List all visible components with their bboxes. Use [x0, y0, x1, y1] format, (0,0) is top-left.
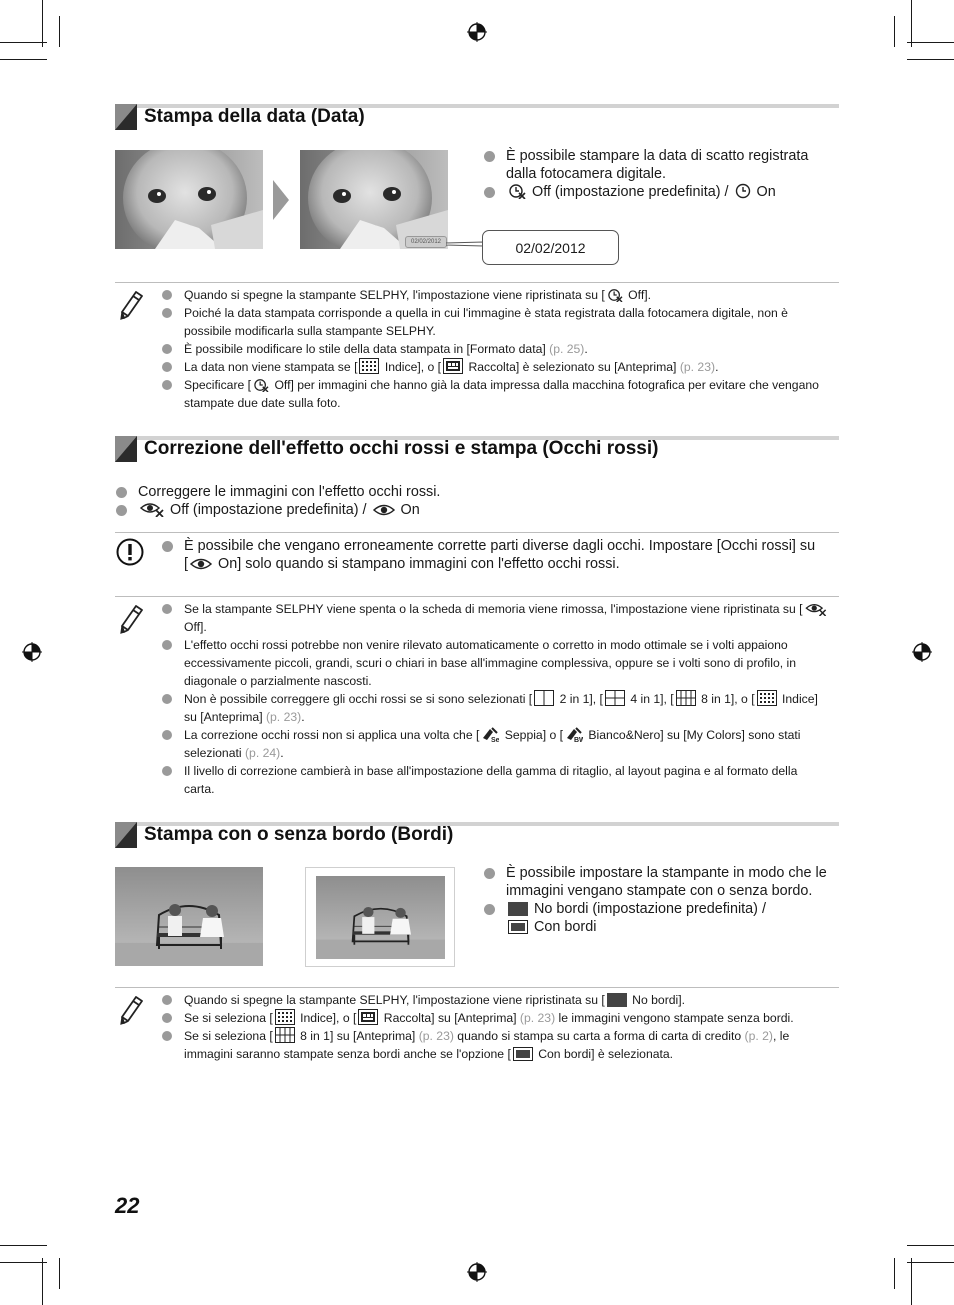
registration-mark-icon [912, 642, 932, 662]
layout-4in1-icon [605, 690, 625, 706]
list-item: Off (impostazione predefinita) / On [116, 501, 816, 519]
section-header-data [115, 104, 839, 130]
redeye-off-icon [140, 501, 164, 517]
crop-mark [907, 42, 954, 43]
list-item: La correzione occhi rossi non si applica una volta che [ Seppia] o [ Bianco&Nero] su [My Colors] sono stati selezionati (p. 24). [162, 726, 830, 762]
page-reference-link[interactable]: (p. 23) [265, 710, 302, 724]
crop-mark [0, 1262, 47, 1263]
redeye-on-icon [190, 557, 212, 571]
section-tab-icon [115, 822, 137, 848]
list-item: Se si seleziona [ 8 in 1] su [Anteprima] (p. 23) quando si stampa su carta a forma di carta di credito (p. 2), le immagini saranno stampate senza bordi anche se l'opzione [ Con bordi] è selezionata. [162, 1027, 830, 1063]
layout-2in1-icon [534, 690, 554, 706]
list-item: La data non viene stampata se [ Indice], o [ Raccolta] è selezionato su [Anteprima] (p. 23). [162, 358, 830, 376]
list-item: Correggere le immagini con l'effetto occhi rossi. [116, 483, 816, 501]
page-reference-link[interactable]: (p. 24) [244, 746, 281, 760]
redeye-on-icon [373, 503, 395, 517]
raccolta-icon [358, 1009, 378, 1025]
data-bullets [484, 147, 829, 201]
sepia-icon [481, 726, 499, 742]
index-icon [359, 358, 379, 374]
no-border-icon [607, 993, 627, 1007]
date-off-icon [253, 378, 269, 392]
with-border-icon [508, 920, 528, 934]
registration-mark-icon [467, 1262, 487, 1282]
baby-photo-after [300, 150, 448, 249]
crop-mark [42, 0, 43, 47]
divider [115, 282, 839, 283]
list-item: L'effetto occhi rossi potrebbe non venire rilevato automaticamente o corretto in modo ottimale se i volti appaiono eccessivamente piccoli, grandi, scuri o chiari in base all'immagine complessiva, oppure se i volti sono di profilo, in diagonale o parzialmente nascosti. [162, 636, 830, 690]
section-header-borders [115, 822, 839, 848]
callout-pointer [446, 240, 486, 250]
redeye-off-icon [805, 602, 827, 616]
registration-mark-icon [22, 642, 42, 662]
arrow-right-icon [273, 180, 289, 220]
date-stamp: 02/02/2012 [405, 236, 447, 248]
crop-mark [42, 1258, 43, 1305]
pencil-note-icon [118, 288, 144, 322]
crop-mark [907, 1262, 954, 1263]
list-item: Se si seleziona [ Indice], o [ Raccolta] su [Anteprima] (p. 23) le immagini vengono stampate senza bordi. [162, 1009, 830, 1027]
list-item: È possibile stampare la data di scatto registrata dalla fotocamera digitale. [484, 147, 829, 183]
divider [115, 532, 839, 533]
crop-mark [59, 16, 60, 47]
list-item: Quando si spegne la stampante SELPHY, l'impostazione viene ripristinata su [ No bordi]. [162, 991, 830, 1009]
redeye-caution [162, 537, 822, 573]
section-tab-icon [115, 104, 137, 130]
layout-8in1-icon [275, 1027, 295, 1043]
list-item: Non è possibile correggere gli occhi rossi se si sono selezionati [ 2 in 1], [ 4 in 1], [ 8 in 1], o [ Indice] su [Anteprima] (p. 23). [162, 690, 830, 726]
list-item: È possibile modificare lo stile della data stampata in [Formato data] (p. 25). [162, 340, 830, 358]
raccolta-icon [443, 358, 463, 374]
crop-mark [0, 1245, 47, 1246]
list-item: Quando si spegne la stampante SELPHY, l'impostazione viene ripristinata su [ Off]. [162, 286, 830, 304]
list-item: Poiché la data stampata corrisponde a quella in cui l'immagine è stata registrata dalla fotocamera digitale, non è possibile modificarla sulla stampante SELPHY. [162, 304, 830, 340]
section-title: Stampa della data (Data) [144, 106, 365, 127]
redeye-notes [162, 600, 830, 798]
page-reference-link[interactable]: (p. 23) [418, 1029, 454, 1043]
borders-notes [162, 991, 830, 1063]
pencil-note-icon [118, 993, 144, 1027]
no-border-icon [508, 902, 528, 916]
crop-mark [0, 59, 47, 60]
children-photo-bordered [305, 867, 455, 967]
layout-8in1-icon [676, 690, 696, 706]
index-icon [275, 1009, 295, 1025]
divider [115, 987, 839, 988]
crop-mark [907, 1245, 954, 1246]
crop-mark [894, 16, 895, 47]
page-reference-link[interactable]: (p. 2) [744, 1029, 773, 1043]
divider [115, 596, 839, 597]
date-on-icon [735, 183, 751, 199]
borders-bullets [484, 864, 829, 936]
redeye-bullets [116, 483, 816, 519]
black-white-icon [565, 726, 583, 742]
pencil-note-icon [118, 602, 144, 636]
crop-mark [0, 42, 47, 43]
list-item: Se la stampante SELPHY viene spenta o la scheda di memoria viene rimossa, l'impostazione viene ripristinata su [ Off]. [162, 600, 830, 636]
crop-mark [894, 1258, 895, 1289]
data-notes [162, 286, 830, 412]
date-off-icon [607, 288, 623, 302]
page-reference-link[interactable]: (p. 23) [519, 1011, 556, 1025]
list-item: No bordi (impostazione predefinita) / Con bordi [484, 900, 829, 936]
page-reference-link[interactable]: (p. 23) [679, 360, 716, 374]
crop-mark [59, 1258, 60, 1289]
index-icon [757, 690, 777, 706]
page-number: 22 [115, 1193, 140, 1218]
page-reference-link[interactable]: (p. 25) [549, 342, 585, 356]
registration-mark-icon [467, 22, 487, 42]
date-callout: 02/02/2012 [482, 230, 619, 265]
caution-icon [116, 538, 144, 566]
section-tab-icon [115, 436, 137, 462]
children-photo-borderless [115, 867, 263, 966]
date-off-icon [508, 183, 526, 199]
list-item: Specificare [ Off] per immagini che hanno già la data impressa dalla macchina fotografica per evitare che vengano stampate due date sulla foto. [162, 376, 830, 412]
list-item: Off (impostazione predefinita) / On [484, 183, 829, 201]
section-header-redeye [115, 436, 839, 462]
list-item: È possibile che vengano erroneamente corrette parti diverse dagli occhi. Impostare [Occhi rossi] su [ On] solo quando si stampano immagini con l'effetto occhi rossi. [162, 537, 822, 573]
photo-inner [316, 876, 445, 959]
section-title: Correzione dell'effetto occhi rossi e stampa (Occhi rossi) [144, 438, 659, 459]
list-item: È possibile impostare la stampante in modo che le immagini vengano stampate con o senza bordo. [484, 864, 829, 900]
list-item: Il livello di correzione cambierà in base all'impostazione della gamma di ritaglio, al layout pagina e al formato della carta. [162, 762, 830, 798]
crop-mark [907, 59, 954, 60]
baby-photo-before [115, 150, 263, 249]
with-border-icon [513, 1047, 533, 1061]
section-title: Stampa con o senza bordo (Bordi) [144, 824, 454, 845]
crop-mark [911, 0, 912, 47]
crop-mark [911, 1258, 912, 1305]
